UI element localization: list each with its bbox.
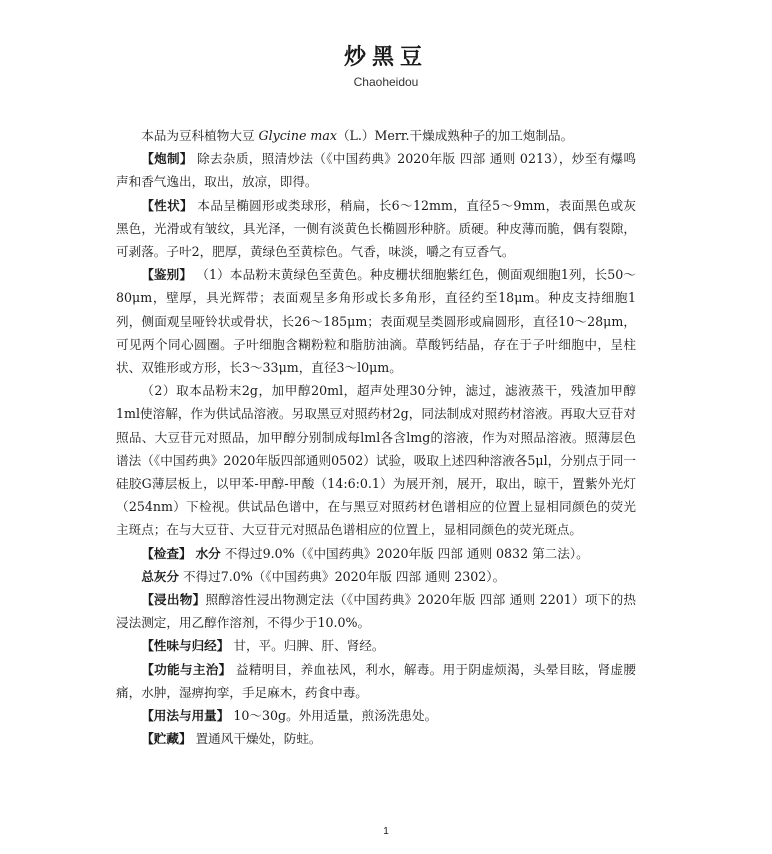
section-label: 【性状】 bbox=[141, 197, 193, 213]
section-label: 【检查】 bbox=[141, 545, 192, 561]
section-text: 不得过7.0%（《中国药典》2020年版 四部 通则 2302）。 bbox=[182, 568, 506, 584]
section-yongfa bbox=[116, 704, 636, 727]
section-label: 【功能与主治】 bbox=[141, 661, 232, 677]
section-jianbie-2 bbox=[116, 379, 636, 541]
section-text: 本品呈椭圆形或类球形，稍扁，长6～12mm，直径5～9mm，表面黑色或灰黑色，光滑或有皱纹，具光泽，一侧有淡黄色长椭圆形种脐。质硬。种皮薄而脆，偶有裂隙，可剥落。子叶2，肥厚，黄绿色至黄棕色。气香，味淡，嚼之有豆香气。 bbox=[116, 197, 636, 260]
intro-text-post: （L.）Merr.干燥成熟种子的加工炮制品。 bbox=[336, 128, 574, 143]
section-text: （2）取本品粉末2g，加甲醇20ml，超声处理30分钟，滤过，滤液蒸干，残渣加甲醇1ml使溶解，作为供试品溶液。另取黑豆对照药材2g，同法制成对照药材溶液。再取大豆苷对照品、大豆苷元对照品，加甲醇分别制成每lml各含lmg的溶液，作为对照品溶液。照薄层色谱法（《中国药典》2020年版四部通则0502）试验，吸取上述四种溶液各5μl，分别点于同一硅胶G薄层板上，以甲苯-甲醇-甲酸（14:6:0.1）为展开剂，展开，取出，晾干，置紫外光灯（254nm）下检视。供试品色谱中，在与黑豆对照药材色谱相应的位置上显相同颜色的荧光主斑点；在与大豆苷、大豆苷元对照品色谱相应的位置上，显相同颜色的荧光斑点。 bbox=[116, 383, 636, 538]
section-text: （1）本品粉末黄绿色至黄色。种皮栅状细胞紫红色，侧面观细胞1列，长50～80μm，壁厚，具光辉带；表面观呈多角形或长多角形，直径约至18μm。种皮支持细胞1列，侧面观呈哑铃状或骨状，长26～185μm；表面观呈类圆形或扁圆形，直径10～28μm，可见两个同心圆圈。子叶细胞含糊粉粒和脂肪油滴。草酸钙结晶，存在于子叶细胞中，呈柱状、双锥形或方形，长3～33μm，直径3～l0μm。 bbox=[116, 267, 636, 376]
section-jinchuwu bbox=[116, 588, 636, 634]
section-label: 【用法与用量】 bbox=[141, 708, 230, 724]
subsection-label: 水分 bbox=[195, 545, 221, 561]
section-jiancha-ash bbox=[116, 565, 636, 588]
section-paozhi bbox=[116, 147, 636, 193]
section-text: 10～30g。外用适量，煎汤洗患处。 bbox=[233, 708, 438, 724]
section-text: 益精明目，养血祛风，利水，解毒。用于阴虚烦渴，头晕目眩，肾虚腰痛，水肿，湿痹拘挛，手足麻木，药食中毒。 bbox=[116, 661, 637, 700]
section-text: 不得过9.0%（《中国药典》2020年版 四部 通则 0832 第二法）。 bbox=[224, 545, 589, 561]
section-label: 【炮制】 bbox=[141, 151, 193, 167]
subsection-label: 总灰分 bbox=[141, 568, 179, 584]
section-text: 除去杂质，照清炒法（《中国药典》2020年版 四部 通则 0213），炒至有爆鸣声和香气逸出，取出，放凉，即得。 bbox=[116, 151, 636, 190]
section-gongneng bbox=[116, 658, 636, 704]
section-jiancha bbox=[116, 542, 636, 565]
section-label: 【浸出物】 bbox=[141, 592, 206, 608]
section-xingwei bbox=[116, 634, 636, 657]
section-label: 【性味与归经】 bbox=[141, 638, 230, 654]
page-title: 炒黑豆 bbox=[343, 45, 428, 70]
section-xingzhuang bbox=[116, 194, 636, 264]
section-label: 【贮藏】 bbox=[141, 731, 192, 747]
intro-text-pre: 本品为豆科植物大豆 bbox=[141, 128, 255, 143]
intro-latin-name: Glycine max bbox=[258, 128, 337, 143]
intro-paragraph bbox=[116, 124, 636, 147]
monograph-body bbox=[116, 124, 636, 750]
section-zhucang bbox=[116, 727, 636, 750]
section-jianbie bbox=[116, 263, 636, 379]
page-number: 1 bbox=[383, 826, 389, 837]
section-text: 甘，平。归脾、肝、肾经。 bbox=[233, 638, 385, 654]
section-text: 置通风干燥处，防蛀。 bbox=[195, 731, 322, 747]
page-subtitle: Chaoheidou bbox=[353, 75, 419, 89]
section-text: 照醇溶性浸出物测定法（《中国药典》2020年版 四部 通则 2201）项下的热浸法测定，用乙醇作溶剂，不得少于10.0%。 bbox=[116, 592, 637, 631]
section-label: 【鉴别】 bbox=[141, 267, 193, 283]
